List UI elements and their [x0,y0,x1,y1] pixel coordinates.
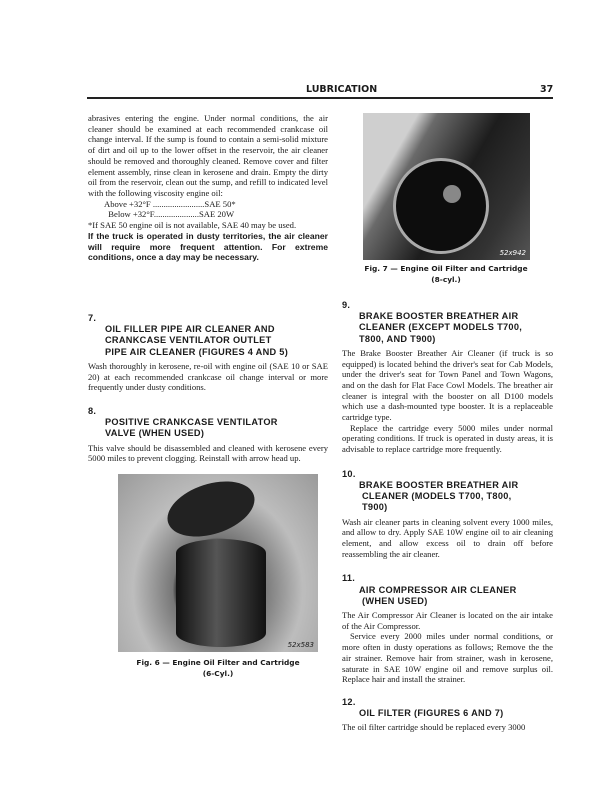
section-8-body: This valve should be disassembled and cleaned with kerosene every 5000 miles to prevent clogging. Reinstall with arrow head up. [88,442,328,464]
dusty-warning: If the truck is operated in dusty territories, the air cleaner will require more frequent attention. For extreme conditions, once a day may be necessary. [88,230,328,263]
section-8-heading: 8. POSITIVE CRANKCASE VENTILATOR VALVE (WHEN USED) [88,406,278,439]
figure-7-caption: Fig. 7 — Engine Oil Filter and Cartridge (8-cyl.) [364,264,528,284]
header-rule [87,97,553,99]
figure-7-code: 52x942 [499,249,526,257]
right-column [342,300,553,733]
section-10-heading: 10. BRAKE BOOSTER BREATHER AIR CLEANER (MODELS T700, T800, T900) [342,468,519,513]
running-header: LUBRICATION [306,84,378,95]
section-11-paragraph-1: The Air Compressor Air Cleaner is located on the air intake of the Air Compressor. [342,610,553,631]
section-9-paragraph-2: Replace the cartridge every 5000 miles under normal operating conditions. If truck is operated in dusty areas, it is advisable to replace cartridge more frequently. [342,422,553,455]
section-10-body: Wash air cleaner parts in cleaning solvent every 1000 miles, and allow to dry. Apply SAE 10W engine oil to air cleaning element, and allow excess oil to drain off before reassembling the air cleaner. [342,516,553,559]
section-7-heading: 7. OIL FILLER PIPE AIR CLEANER AND CRANKCASE VENTILATOR OUTLET PIPE AIR CLEANER (FIGURES 4 AND 5) [88,313,289,357]
figure-6-photo [118,474,318,652]
section-12-body: The oil filter cartridge should be replaced every 3000 [342,722,526,733]
section-9-paragraph-1: The Brake Booster Breather Air Cleaner (if truck is so equipped) is located behind the driver's seat for Cab Models, under the driver's seat for Town Panel and Town Wagons, and on the dash for Flat Face Cowl Models. The breather air cleaner is integral with the booster on all D100 models which use a dash-mounted type booster. It is a replaceable cartridge type. [342,347,553,423]
section-9-heading: 9. BRAKE BOOSTER BREATHER AIR CLEANER (EXCEPT MODELS T700, T800, AND T900) [342,300,523,344]
intro-paragraph: abrasives entering the engine. Under normal conditions, the air cleaner should be examined at each recommended crankcase oil change interval. If the sump is found to contain a semi-solid mixture of dirt and oil up to the lower offset in the reservoir, the air cleaner should be removed and thoroughly cleaned. Remove cover and filter element assembly, rinse clean in kerosene and drain. Empty the dirty oil from the reservoir, clean out the sump, and refill to indicated level with the following viscosity engine oil: [88,113,328,198]
left-column-section-8 [88,406,328,464]
viscosity-below: Below +32°F.....................SAE 20W [104,209,235,220]
filter-lid-shape [160,474,261,547]
section-12-heading: 12. OIL FILTER (FIGURES 6 AND 7) [342,697,504,719]
section-11-paragraph-2: Service every 2000 miles under normal conditions, or more often in dusty operations as follows; Remove the the air strainer. Remove hair from strainer, wash in kerosene, saturate in SAE 10W engine oil and remove surplus oil. Replace hair and install the strainer. [342,631,553,685]
section-11-heading: 11. AIR COMPRESSOR AIR CLEANER (WHEN USED) [342,573,517,606]
figure-6-code: 52x583 [287,641,314,649]
viscosity-above: Above +32°F ........................SAE 50* [104,198,236,209]
filter-bolt-shape [443,185,461,203]
section-7-body: Wash thoroughly in kerosene, re-oil with engine oil (SAE 10 or SAE 20) at each recommended crankcase oil change interval or more frequently under dusty conditions. [88,360,328,393]
filter-housing-shape [393,158,489,254]
page-number: 37 [540,84,554,95]
footnote: *If SAE 50 engine oil is not available, SAE 40 may be used. [88,220,297,231]
figure-6-caption: Fig. 6 — Engine Oil Filter and Cartridge (6-Cyl.) [136,658,300,678]
figure-7-photo [363,113,530,260]
left-column-section-7 [88,313,328,393]
left-column-intro [88,113,328,263]
filter-canister-shape [176,539,266,647]
